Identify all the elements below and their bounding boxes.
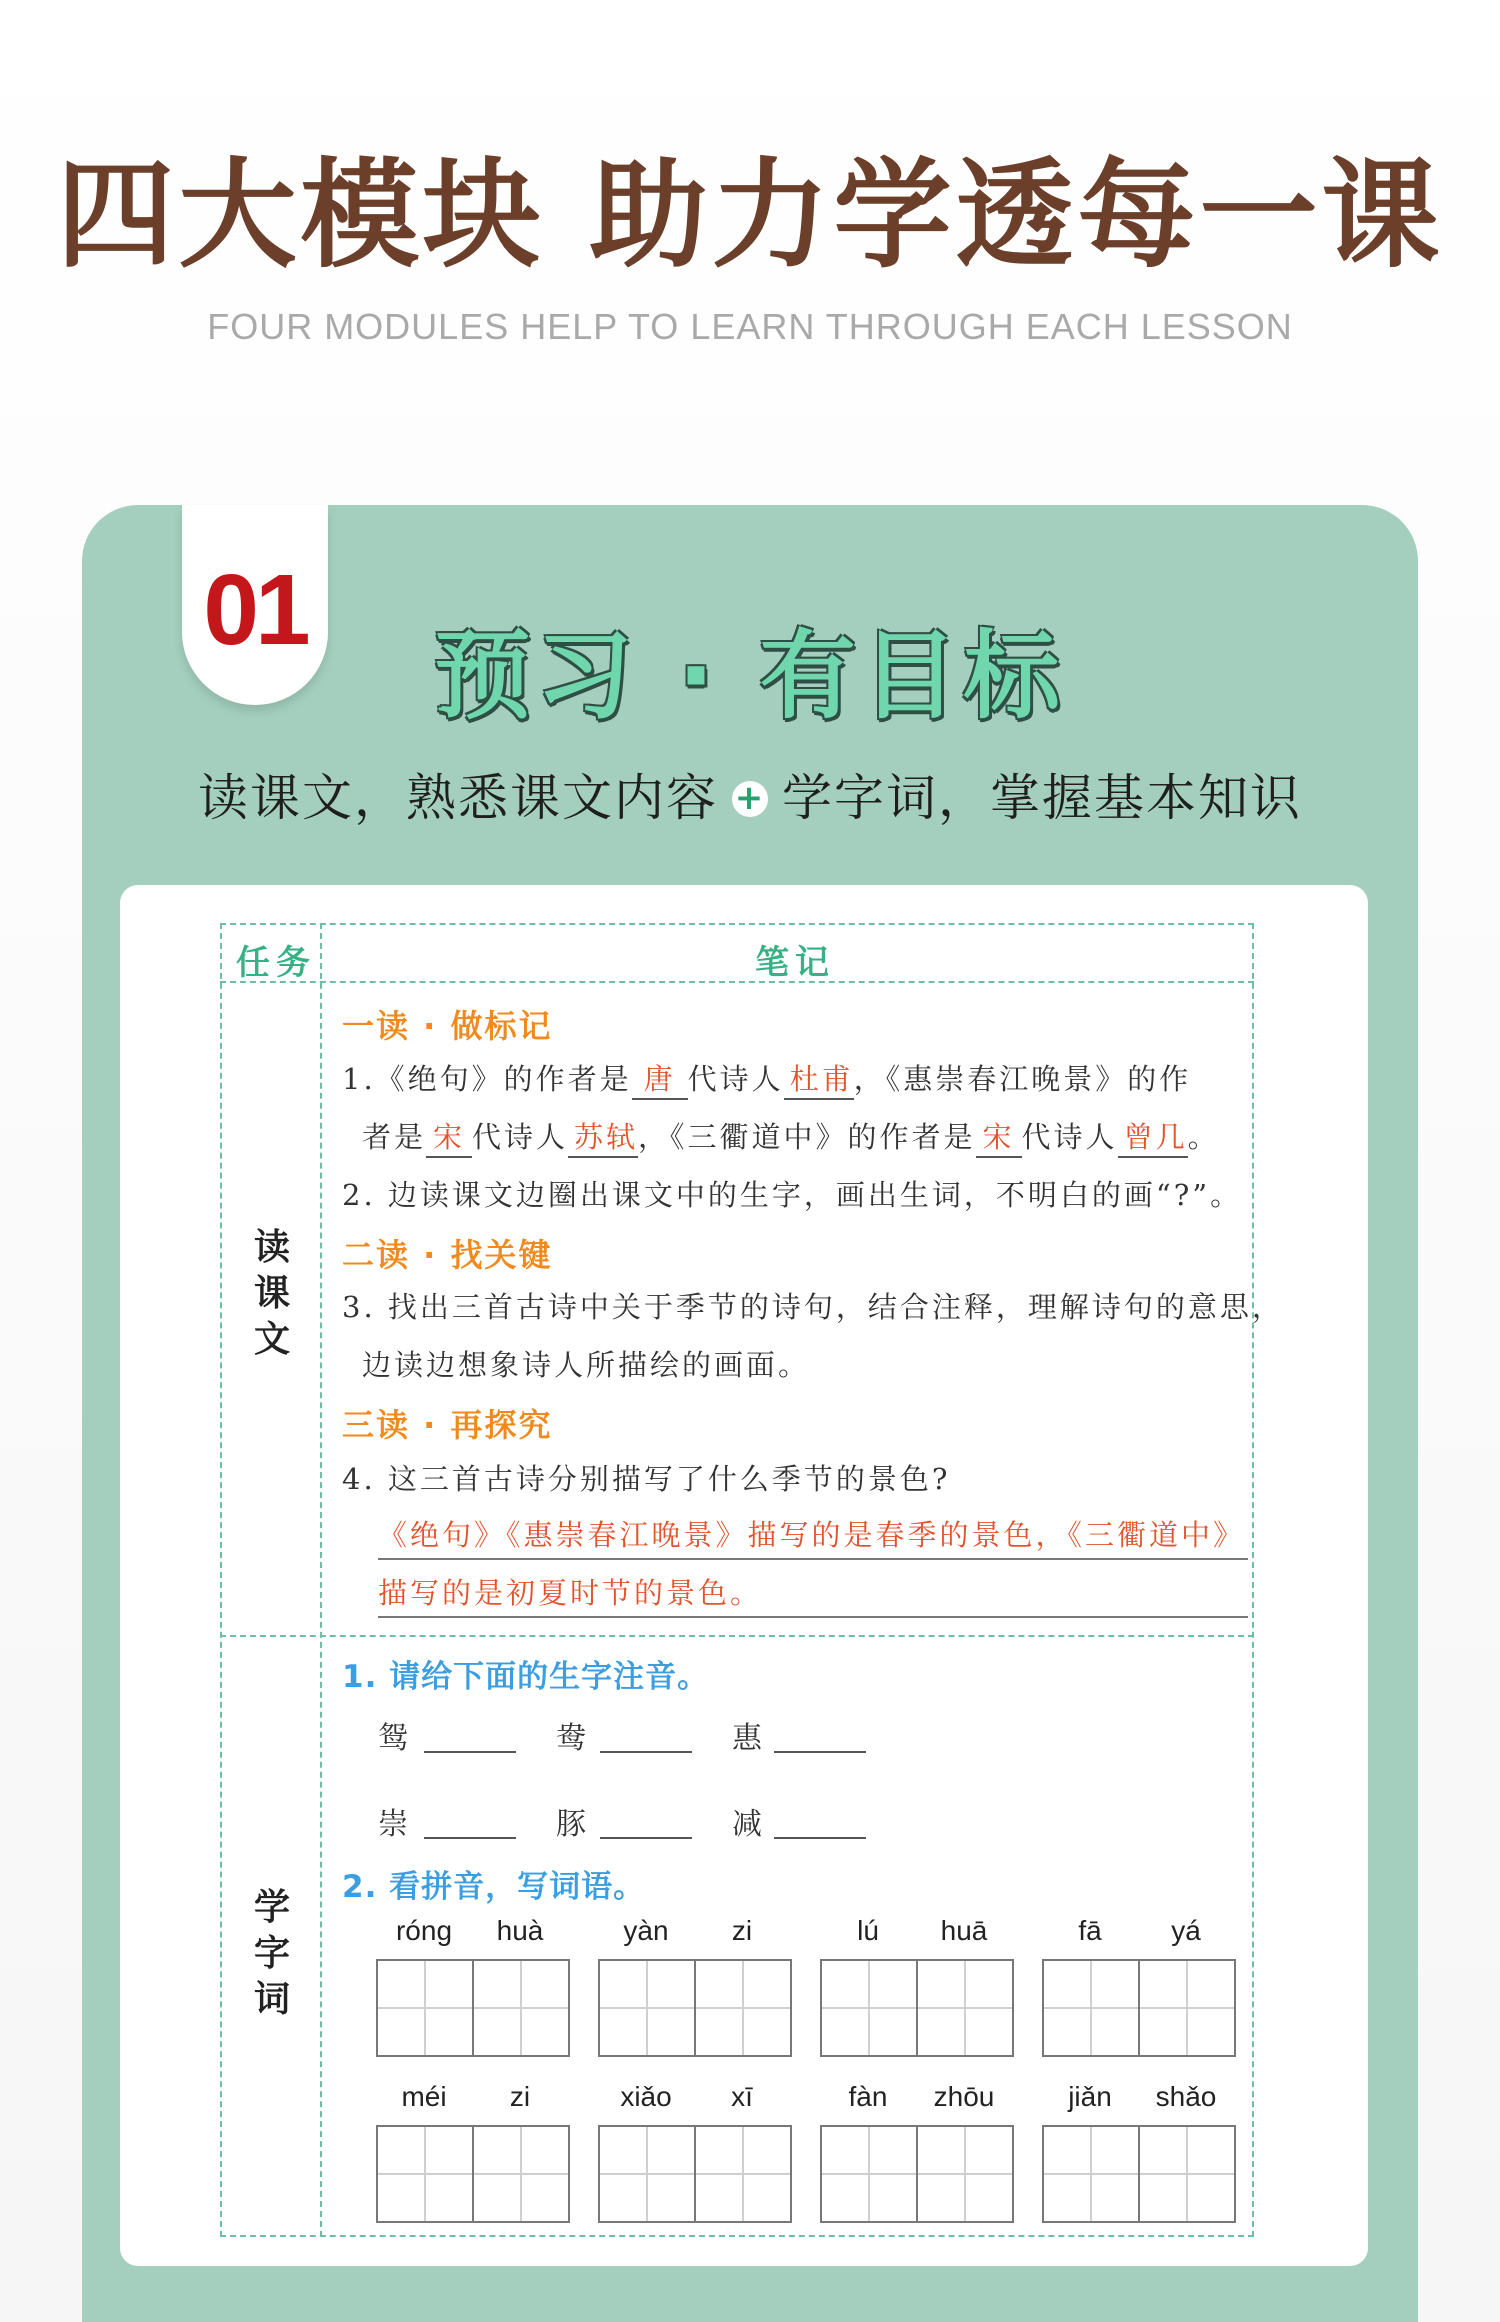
section-title-second-read: 二读 · 找关键 — [342, 1236, 553, 1274]
answer-blank: 苏轼 — [568, 1115, 638, 1158]
char-item: 豚 — [556, 1807, 586, 1842]
pinyin-syllable: fā — [1078, 1915, 1102, 1946]
section-title-third-read: 三读 · 再探究 — [342, 1406, 553, 1444]
pinyin-syllable: zhōu — [933, 2081, 995, 2112]
module-heading: 预习 · 有目标 — [434, 620, 1066, 732]
page-title: 四大模块 助力学透每一课 — [56, 146, 1444, 284]
column-header-task: 任务 — [236, 943, 316, 983]
writing-grid — [1042, 2125, 1236, 2223]
page-subtitle: FOUR MODULES HELP TO LEARN THROUGH EACH LESSON — [207, 306, 1293, 347]
pinyin-syllable: zi — [509, 2081, 531, 2112]
writing-grid — [376, 1959, 570, 2057]
row-label-reading: 读课文 — [253, 1227, 290, 1360]
answer-blank: 唐 — [632, 1057, 688, 1100]
pinyin-syllable: huà — [496, 1915, 544, 1946]
column-header-notes: 笔记 — [755, 943, 835, 983]
section-title-first-read: 一读 · 做标记 — [342, 1007, 553, 1045]
pinyin-syllable: róng — [395, 1915, 453, 1946]
answer-blank: 宋 — [976, 1115, 1022, 1158]
question-3-line-1: 3. 找出三首古诗中关于季节的诗句，结合注释，理解诗句的意思， — [342, 1290, 1284, 1324]
pinyin-syllable: xiǎo — [620, 2081, 672, 2112]
pinyin-syllable: xī — [731, 2081, 753, 2112]
pinyin-syllable: yàn — [623, 1915, 669, 1946]
task-title-annotate: 1. 请给下面的生字注音。 — [342, 1659, 710, 1695]
writing-grid — [1042, 1959, 1236, 2057]
char-item: 崇 — [378, 1807, 408, 1842]
pinyin-syllable: yá — [1171, 1915, 1201, 1946]
pinyin-syllable: zi — [731, 1915, 753, 1946]
pinyin-blank — [600, 1751, 692, 1753]
writing-grid — [820, 2125, 1014, 2223]
task-title-write-words: 2. 看拼音，写词语。 — [342, 1869, 646, 1905]
table-row-divider — [220, 1635, 1254, 1637]
writing-grid — [598, 1959, 792, 2057]
tagline-left: 读课文，熟悉课文内容 — [198, 769, 718, 827]
pinyin-syllable: fàn — [848, 2081, 888, 2112]
pinyin-blank — [774, 1837, 866, 1839]
question-2: 2. 边读课文边圈出课文中的生字，画出生词，不明白的画“?”。 — [342, 1178, 1243, 1212]
pinyin-blank — [424, 1751, 516, 1753]
table-column-divider — [320, 923, 322, 2237]
char-item: 惠 — [732, 1721, 762, 1756]
answer-blank: 宋 — [426, 1115, 472, 1158]
worksheet-card — [120, 885, 1368, 2266]
module-number: 01 — [203, 554, 307, 666]
pinyin-blank — [774, 1751, 866, 1753]
writing-grid — [820, 1959, 1014, 2057]
char-item: 鸯 — [556, 1721, 586, 1756]
answer-blank: 曾几 — [1118, 1115, 1188, 1158]
writing-grid — [376, 2125, 570, 2223]
module-tagline — [0, 758, 1500, 830]
writing-grid — [598, 2125, 792, 2223]
question-1-line-2: 者是 宋 代诗人 苏轼，《三衢道中》的作者是 宋 代诗人 曾几。 — [362, 1115, 1220, 1158]
question-4: 4. 这三首古诗分别描写了什么季节的景色? — [342, 1462, 951, 1496]
answer-blank: 杜甫 — [784, 1057, 854, 1100]
pinyin-syllable: méi — [401, 2081, 447, 2112]
pinyin-syllable: huā — [940, 1915, 988, 1946]
question-1-line-1: 1.《绝句》的作者是 唐 代诗人 杜甫，《惠崇春江晚景》的作 — [342, 1057, 1191, 1100]
question-4-answer-line-2: 描写的是初夏时节的景色。 — [378, 1571, 1248, 1618]
pinyin-blank — [600, 1837, 692, 1839]
char-item: 减 — [732, 1807, 762, 1842]
pinyin-blank — [424, 1837, 516, 1839]
pinyin-syllable: jiǎn — [1068, 2081, 1112, 2112]
tagline-right: 学字词，掌握基本知识 — [782, 769, 1302, 827]
table-header-divider — [220, 981, 1254, 983]
question-4-answer-line-1: 《绝句》《惠崇春江晚景》描写的是春季的景色，《三衢道中》 — [378, 1513, 1248, 1560]
pinyin-syllable: shǎo — [1155, 2081, 1217, 2112]
question-3-line-2: 边读边想象诗人所描绘的画面。 — [362, 1348, 811, 1382]
char-item: 鸳 — [378, 1721, 408, 1756]
plus-icon: + — [732, 781, 768, 817]
row-label-words: 学字词 — [253, 1887, 290, 2020]
pinyin-syllable: lú — [857, 1915, 879, 1946]
